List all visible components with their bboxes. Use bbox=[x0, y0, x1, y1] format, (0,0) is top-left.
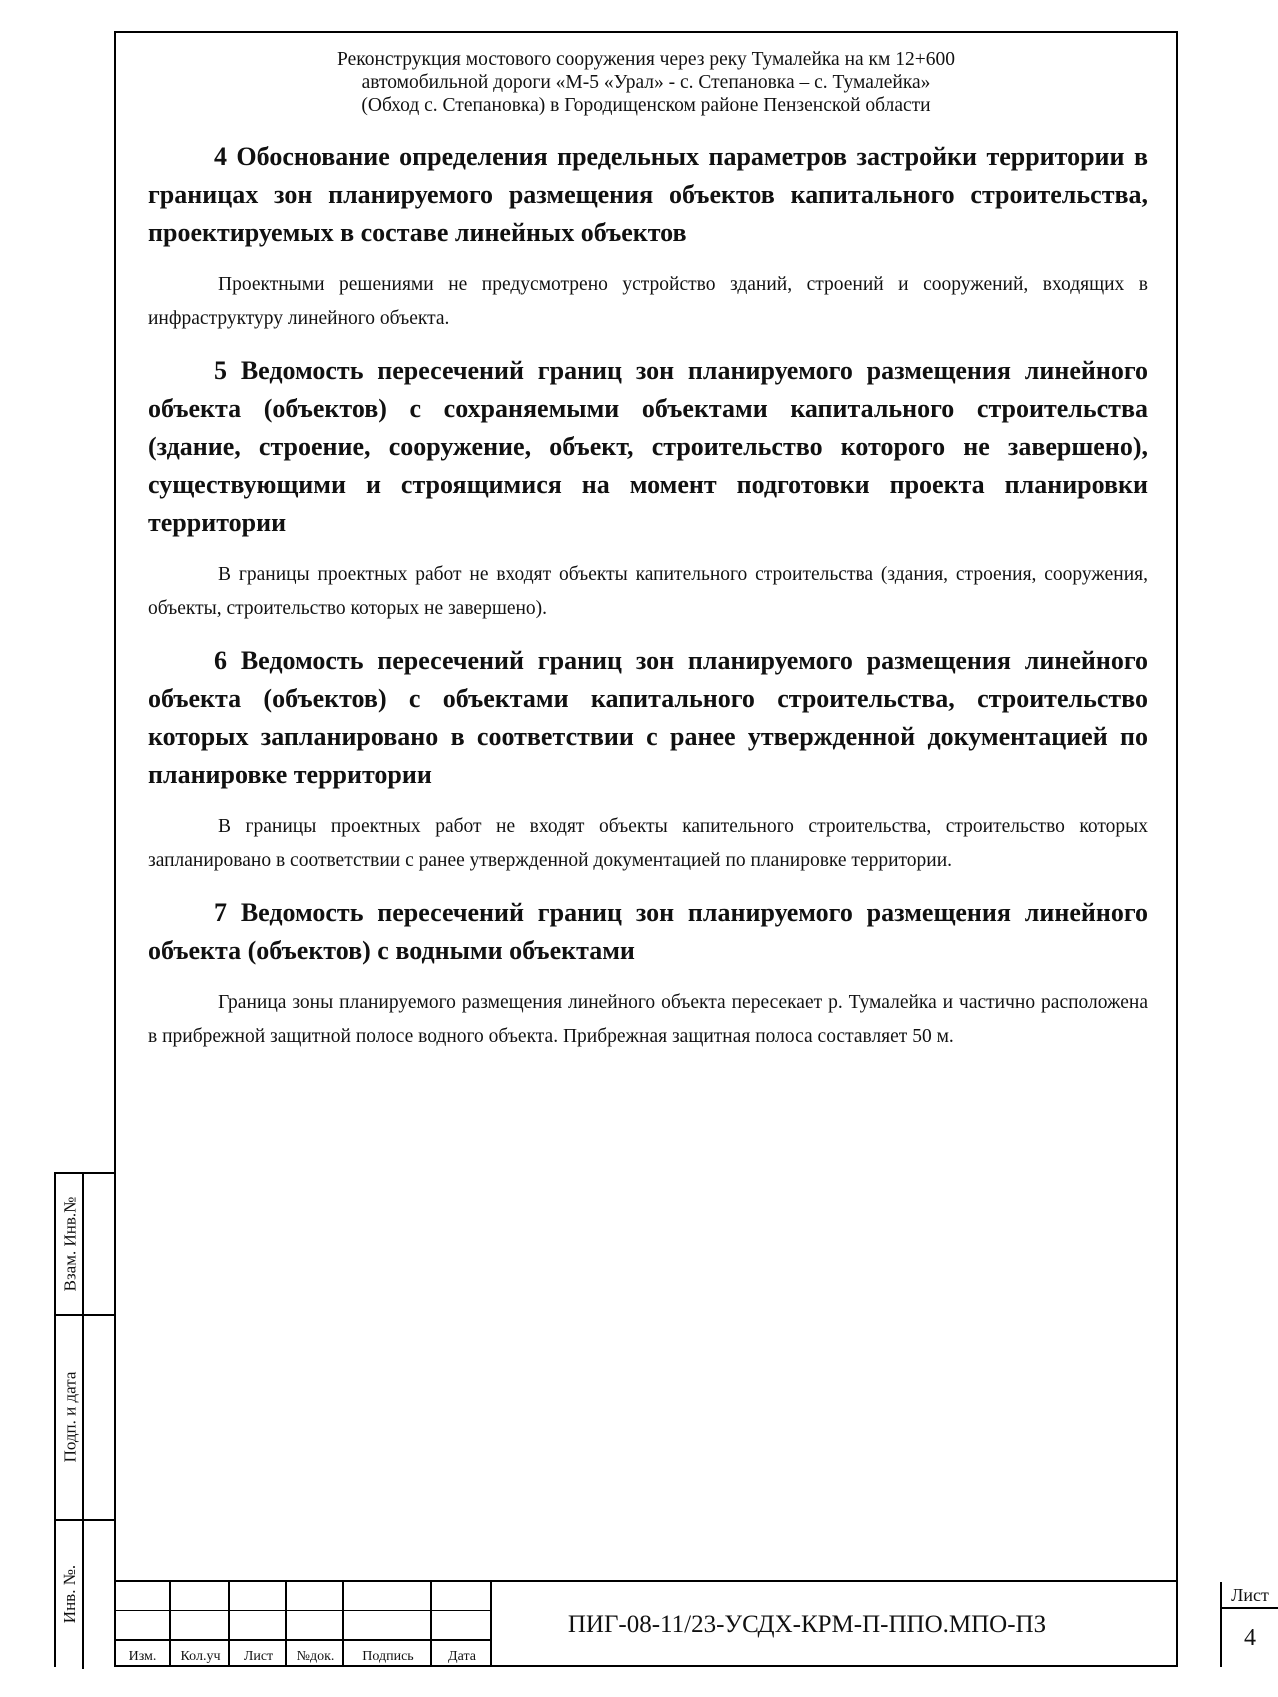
section-6-text: В границы проектных работ не входят объекты капительного строительства, строительство которых запланировано в соответствии с ранее утвержденной документацией по планировке территории. bbox=[148, 816, 1148, 871]
section-6-heading: 6 Ведомость пересечений границ зон планируемого размещения линейного объекта (объектов) с объектами капитального строительства, строительство которых запланировано в соответствии с ранее утвержденной документацией по планировке территории bbox=[148, 646, 1148, 789]
header-line-3: (Обход с. Степановка) в Городищенском районе Пензенской области bbox=[361, 95, 931, 116]
section-7-text: Граница зоны планируемого размещения линейного объекта пересекает р. Тумалейка и частично расположена в прибрежной защитной полосе водного объекта. Прибрежная защитная полоса составляет 50 м. bbox=[148, 992, 1148, 1047]
section-5-heading: 5 Ведомость пересечений границ зон планируемого размещения линейного объекта (объектов) с сохраняемыми объектами капитального строительства (здание, строение, сооружение, объект, строительство которого не завершено), существующими и строящимися на момент подготовки проекта планировки территории bbox=[148, 356, 1148, 537]
col-kol-label: Кол.уч bbox=[180, 1649, 221, 1664]
section-4-heading: 4 Обоснование определения предельных параметров застройки территории в границах зон планируемого размещения объектов капитального строительства, проектируемых в составе линейных объектов bbox=[148, 142, 1148, 247]
binding-strip bbox=[54, 1172, 114, 1667]
header-line-2: автомобильной дороги «М-5 «Урал» - с. Степановка – с. Тумалейка» bbox=[361, 72, 931, 93]
main-content bbox=[148, 138, 1148, 1054]
title-block bbox=[114, 1580, 1269, 1667]
vzam-inv-label: Взам. Инв.№ bbox=[60, 1196, 80, 1292]
col-izm-label: Изм. bbox=[128, 1649, 157, 1664]
section-7-heading: 7 Ведомость пересечений границ зон планируемого размещения линейного объекта (объектов) с водными объектами bbox=[148, 898, 1148, 965]
header-line-1: Реконструкция мостового сооружения через реку Тумалейка на км 12+600 bbox=[336, 49, 955, 70]
sheet-label: Лист bbox=[1222, 1582, 1278, 1609]
sheet-number: 4 bbox=[1244, 1625, 1256, 1651]
inv-number-label: Инв. №. bbox=[60, 1564, 79, 1624]
document-code: ПИГ-08-11/23-УСДХ-КРМ-П-ППО.МПО-ПЗ bbox=[567, 1610, 1047, 1638]
col-ndok-label: №док. bbox=[296, 1649, 335, 1664]
col-podpis-label: Подпись bbox=[362, 1649, 414, 1664]
document-header bbox=[114, 48, 1178, 117]
podp-data-label: Подп. и дата bbox=[60, 1371, 80, 1462]
col-data-label: Дата bbox=[448, 1649, 476, 1664]
section-4-text: Проектными решениями не предусмотрено устройство зданий, строений и сооружений, входящих в инфраструктуру линейного объекта. bbox=[148, 274, 1148, 329]
section-5-text: В границы проектных работ не входят объекты капительного строительства (здания, строения, сооружения, объекты, строительство которых не завершено). bbox=[148, 564, 1148, 619]
col-list-label: Лист bbox=[243, 1649, 274, 1664]
